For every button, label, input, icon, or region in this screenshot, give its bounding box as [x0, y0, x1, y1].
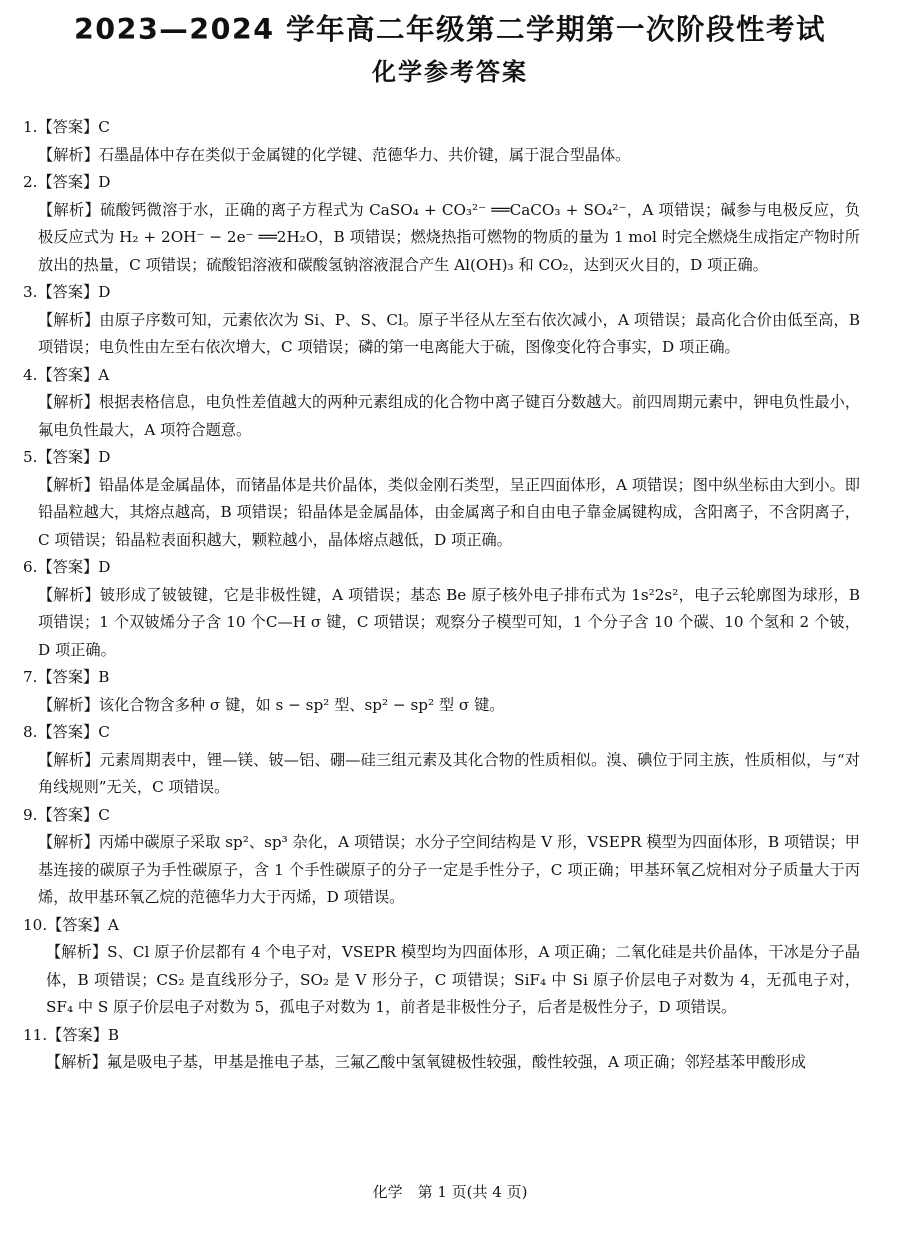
answer-line: 5.【答案】D [23, 448, 111, 466]
question-8 [0, 719, 900, 802]
answer-line: 1.【答案】C [23, 118, 110, 136]
answer-line: 8.【答案】C [23, 723, 110, 741]
explanation-text: 【解析】铅晶体是金属晶体，而锗晶体是共价晶体，类似金刚石类型，呈正四面体形，A 项错误；图中纵坐标由大到小。即铅晶粒越大，其熔点越高，B 项错误；铅晶体是金属晶体，由金属离子和自由电子靠金属键构成，含阳离子，不含阴离子，C 项错误；铅晶粒表面积越大，颗粒越小，晶体熔点越低，D 项正确。 [38, 475, 860, 549]
explanation-text: 【解析】根据表格信息，电负性差值越大的两种元素组成的化合物中离子键百分数越大。前四周期元素中，钾电负性最小，氟电负性最大，A 项符合题意。 [38, 393, 860, 439]
explanation-text: 【解析】铍形成了铍铍键，它是非极性键，A 项错误；基态 Be 原子核外电子排布式为 1s²2s²，电子云轮廓图为球形，B 项错误；1 个双铍烯分子含 10 个C—H σ 键，C 项错误；观察分子模型可知，1 个分子含 10 个碳、10 个氢和 2 个铍，D 项正确。 [38, 585, 860, 659]
question-1 [0, 114, 900, 169]
answer-line: 11.【答案】B [23, 1025, 120, 1044]
question-7 [0, 664, 900, 719]
explanation-text: 【解析】该化合物含多种 σ 键，如 s − sp² 型、sp² − sp² 型 σ 键。 [38, 695, 505, 714]
page-footer: 化学 第 1 页(共 4 页) [372, 1183, 528, 1201]
question-11 [0, 1022, 900, 1077]
question-5 [0, 444, 900, 554]
question-3 [0, 279, 900, 362]
page-title: 2023—2024 学年高二年级第二学期第一次阶段性考试 [73, 13, 827, 46]
page-subtitle: 化学参考答案 [372, 58, 528, 86]
answer-line: 7.【答案】B [23, 668, 110, 686]
question-2 [0, 169, 900, 279]
answer-line: 4.【答案】A [23, 365, 110, 384]
question-10 [0, 912, 900, 1022]
explanation-text: 【解析】丙烯中碳原子采取 sp²、sp³ 杂化，A 项错误；水分子空间结构是 V 形，VSEPR 模型为四面体形，B 项错误；甲基连接的碳原子为手性碳原子，含 1 个手性碳原子的分子一定是手性分子，C 项正确；甲基环氧乙烷相对分子质量大于丙烯，故甲基环氧乙烷的范德华力大于丙烯，D 项错误。 [38, 833, 860, 906]
explanation-text: 【解析】硫酸钙微溶于水，正确的离子方程式为 CaSO₄ + CO₃²⁻ ══CaCO₃ + SO₄²⁻，A 项错误；碱参与电极反应，负极反应式为 H₂ + 2OH⁻ − 2e⁻ ══2H₂O，B 项错误；燃烧热指可燃物的物质的量为 1 mol 时完全燃烧生成指定产物时所放出的热量，C 项错误；硫酸铝溶液和碳酸氢钠溶液混合产生 Al(OH)₃ 和 CO₂，达到灭火目的，D 项正确。 [38, 200, 860, 274]
answer-line: 10.【答案】A [23, 915, 119, 934]
answer-line: 9.【答案】C [23, 805, 110, 824]
explanation-text: 【解析】由原子序数可知，元素依次为 Si、P、S、Cl。原子半径从左至右依次减小，A 项错误；最高化合价由低至高，B 项错误；电负性由左至右依次增大，C 项错误；磷的第一电离能大于硫，图像变化符合事实，D 项正确。 [38, 310, 860, 356]
explanation-text: 【解析】石墨晶体中存在类似于金属键的化学键、范德华力、共价键，属于混合型晶体。 [38, 145, 631, 164]
explanation-text: 【解析】S、Cl 原子价层都有 4 个电子对，VSEPR 模型均为四面体形，A 项正确；二氧化硅是共价晶体，干冰是分子晶体，B 项错误；CS₂ 是直线形分子，SO₂ 是 V 形分子，C 项错误；SiF₄ 中 Si 原子价层电子对数为 4，无孤电子对，SF₄ 中 S 原子价层电子对数为 5，孤电子对数为 1，前者是非极性分子，后者是极性分子，D 项错误。 [46, 943, 860, 1016]
answer-line: 6.【答案】D [23, 558, 111, 576]
explanation-text: 【解析】氟是吸电子基，甲基是推电子基，三氟乙酸中氢氧键极性较强，酸性较强，A 项正确；邻羟基苯甲酸形成 [46, 1053, 806, 1071]
answer-line: 3.【答案】D [23, 283, 111, 301]
question-4 [0, 362, 900, 445]
answer-line: 2.【答案】D [23, 173, 111, 191]
explanation-text: 【解析】元素周期表中，锂—镁、铍—铝、硼—硅三组元素及其化合物的性质相似。溴、碘位于同主族，性质相似，与“对角线规则”无关，C 项错误。 [38, 750, 860, 796]
question-9 [0, 802, 900, 912]
answer-list [0, 114, 900, 1077]
question-6 [0, 554, 900, 664]
